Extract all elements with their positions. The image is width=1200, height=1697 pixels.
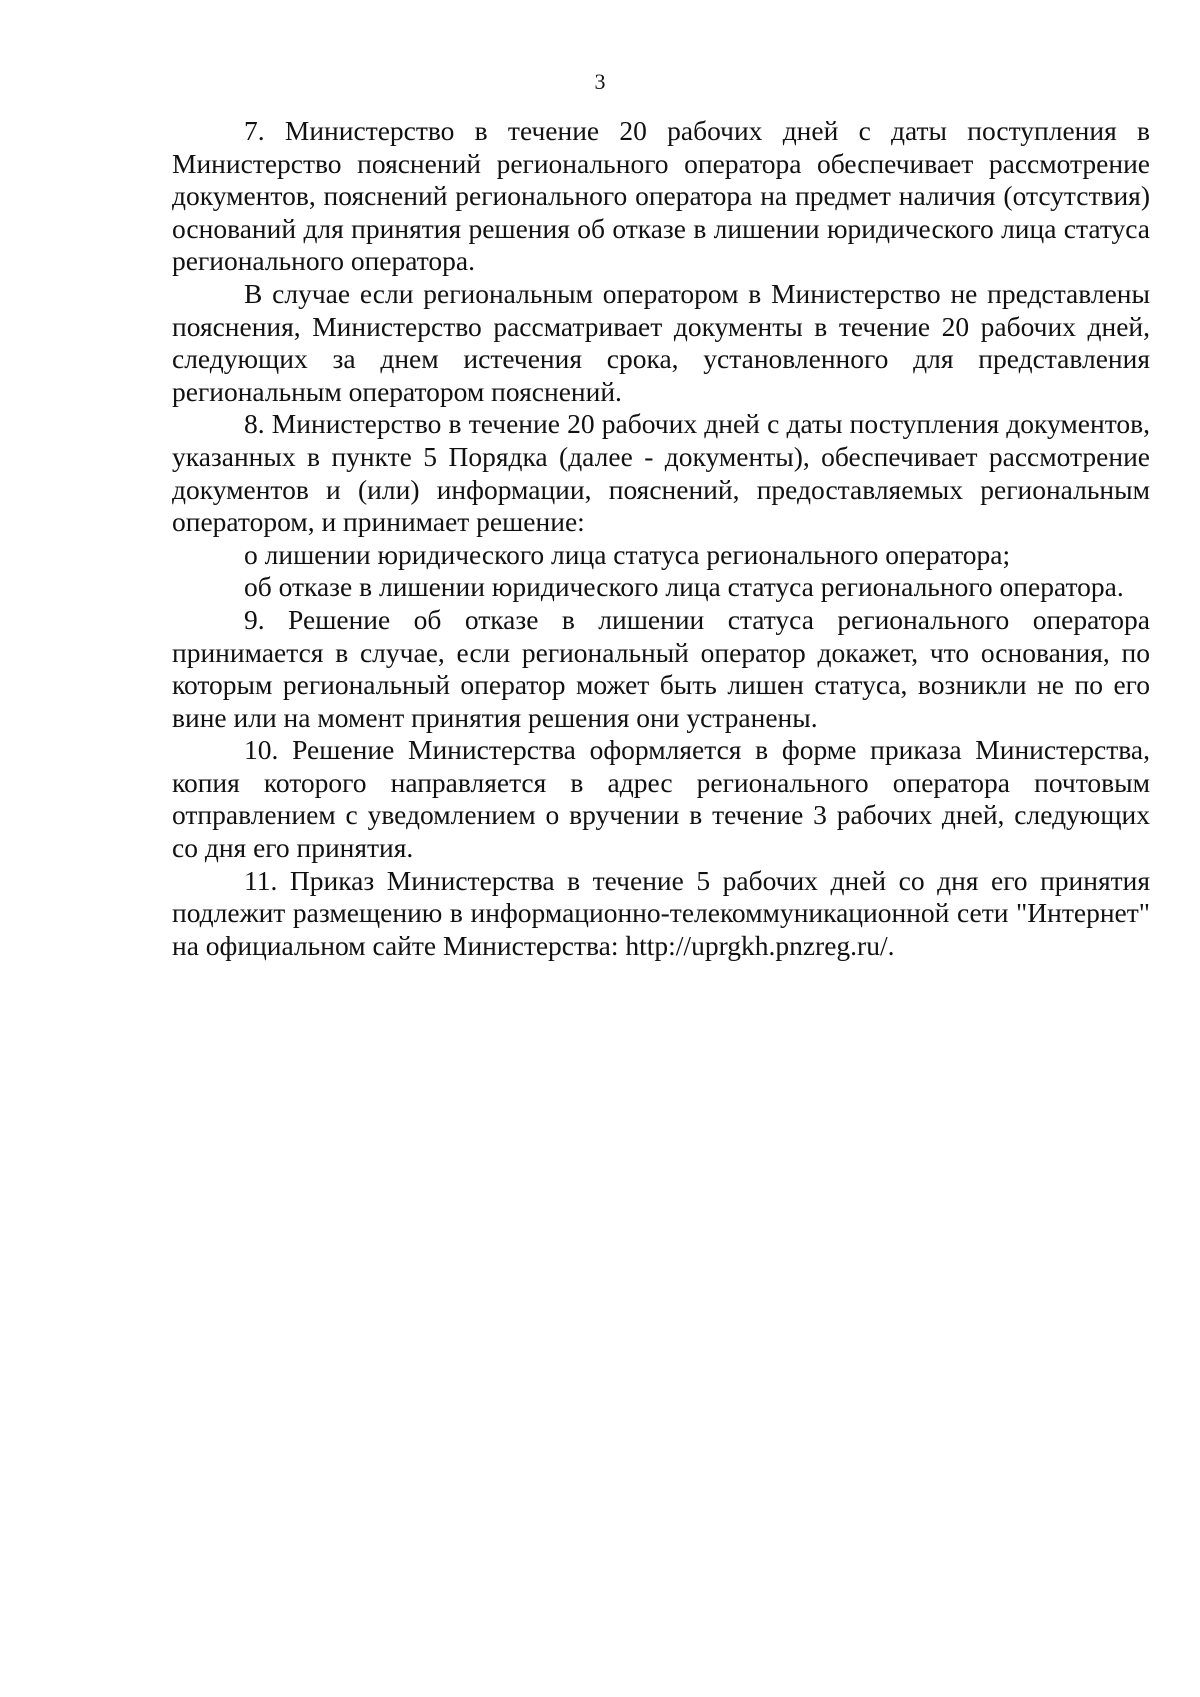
paragraph-8-option-deprive: о лишении юридического лица статуса регионального оператора; xyxy=(244,538,1011,570)
paragraph-8-option-refuse: об отказе в лишении юридического лица статуса регионального оператора. xyxy=(244,571,1124,603)
page-number: 3 xyxy=(594,69,606,94)
paragraph-11: 11. Приказ Министерства в течение 5 рабочих дней со дня его принятия подлежит размещению в информационно-телекоммуникационной сети "Интернет" на официальном сайте Министерства: http://uprgkh.pnzreg.ru/. xyxy=(172,864,1150,961)
paragraph-9: 9. Решение об отказе в лишении статуса регионального оператора принимается в случае, если региональный оператор докажет, что основания, по которым региональный оператор может быть лишен статуса, возникли не по его вине или на момент принятия решения они устранены. xyxy=(172,603,1150,733)
paragraph-7-no-explanations: В случае если региональным оператором в Министерство не представлены пояснения, Министерство рассматривает документы в течение 20 рабочих дней, следующих за днем истечения срока, установленного для представления региональным оператором пояснений. xyxy=(172,277,1150,407)
document-body xyxy=(172,115,1150,962)
paragraph-10: 10. Решение Министерства оформляется в форме приказа Министерства, копия которого направляется в адрес регионального оператора почтовым отправлением с уведомлением о вручении в течение 3 рабочих дней, следующих со дня его принятия. xyxy=(172,734,1150,864)
paragraph-8: 8. Министерство в течение 20 рабочих дней с даты поступления документов, указанных в пункте 5 Порядка (далее - документы), обеспечивает рассмотрение документов и (или) информации, пояснений, предоставляемых региональным оператором, и принимает решение: xyxy=(172,408,1150,538)
paragraph-7: 7. Министерство в течение 20 рабочих дней с даты поступления в Министерство пояснений регионального оператора обеспечивает рассмотрение документов, пояснений регионального оператора на предмет наличия (отсутствия) оснований для принятия решения об отказе в лишении юридического лица статуса регионального оператора. xyxy=(172,115,1150,277)
